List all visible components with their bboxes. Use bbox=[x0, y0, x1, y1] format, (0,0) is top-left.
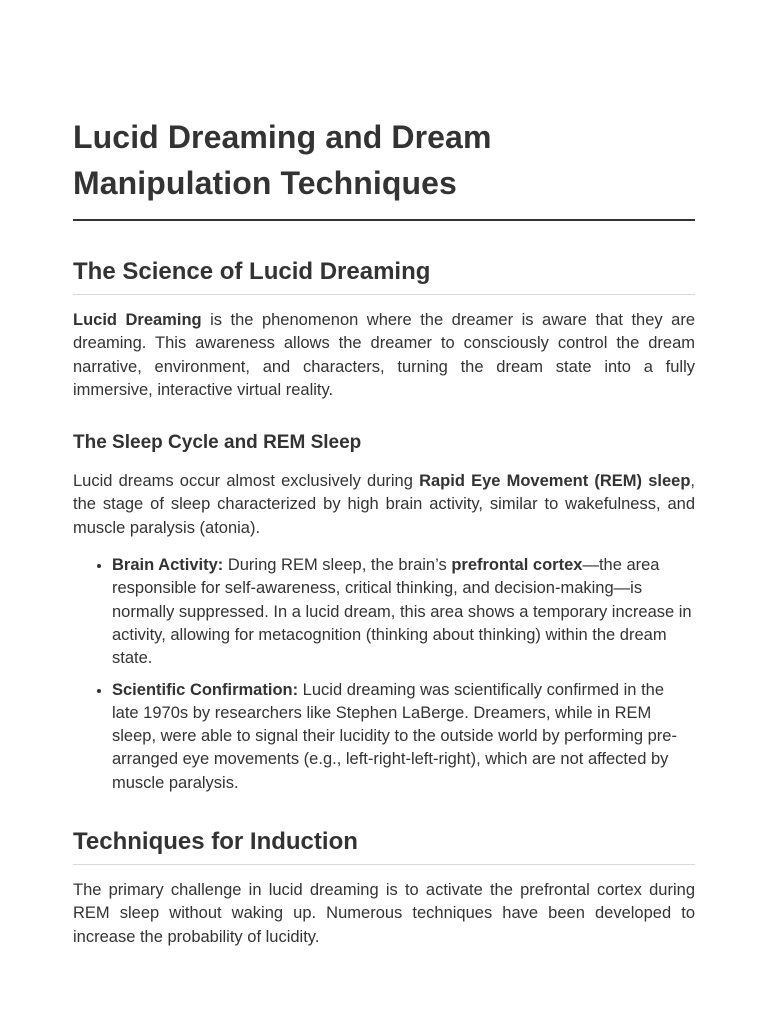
lucid-dreaming-term: Lucid Dreaming bbox=[73, 311, 202, 329]
rem-sleep-term: Rapid Eye Movement (REM) sleep bbox=[419, 472, 691, 491]
prefrontal-cortex-term: prefrontal cortex bbox=[451, 556, 583, 575]
sleep-cycle-text-start: Lucid dreams occur almost exclusively during bbox=[73, 472, 420, 491]
list-item-scientific-confirmation bbox=[112, 679, 695, 795]
title-divider bbox=[73, 219, 695, 221]
sleep-cycle-paragraph bbox=[73, 470, 695, 540]
sleep-cycle-text-end: , the stage of sleep characterized by high brain activity, similar to wakefulness, and muscle paralysis (atonia). bbox=[73, 472, 695, 537]
list-item-text-continued: —the area responsible for self-awareness, critical thinking, and decision-making—is normally suppressed. In a lucid dream, this area shows a temporary increase in activity, allowing for metacognition (thinking about thinking) within the dream state. bbox=[112, 556, 692, 668]
list-item-label: Scientific Confirmation: bbox=[112, 680, 299, 699]
page-title: Lucid Dreaming and Dream Manipulation Techniques bbox=[73, 119, 492, 201]
intro-body-text: is the phenomenon where the dreamer is aware that they are dreaming. This awareness allows the dreamer to consciously control the dream narrative, environment, and characters, turning the dream state into a fully immersive, interactive virtual reality. bbox=[73, 311, 696, 399]
section-heading-science: The Science of Lucid Dreaming bbox=[73, 258, 431, 285]
section-heading-induction: Techniques for Induction bbox=[73, 828, 358, 856]
subsection-heading-sleep-cycle: The Sleep Cycle and REM Sleep bbox=[73, 432, 362, 454]
rem-facts-list bbox=[73, 554, 695, 795]
science-intro-paragraph bbox=[73, 309, 695, 402]
list-item-label: Brain Activity: bbox=[112, 556, 224, 575]
section-divider-science bbox=[73, 294, 695, 295]
induction-paragraph: The primary challenge in lucid dreaming is to activate the prefrontal cortex during REM sleep without waking up. Numerous techniques have been developed to increase the probability of lucidity. bbox=[73, 881, 695, 946]
list-item-brain-activity bbox=[112, 554, 695, 670]
section-divider-induction bbox=[73, 864, 695, 865]
list-item-text: During REM sleep, the brain’s bbox=[223, 556, 452, 575]
list-item-text: Lucid dreaming was scientifically confirmed in the late 1970s by researchers like Stephen LaBerge. Dreamers, while in REM sleep, were able to signal their lucidity to the outside world by performing pre-arranged eye movements (e.g., left-right-left-right), which are not affected by muscle paralysis. bbox=[112, 680, 677, 792]
